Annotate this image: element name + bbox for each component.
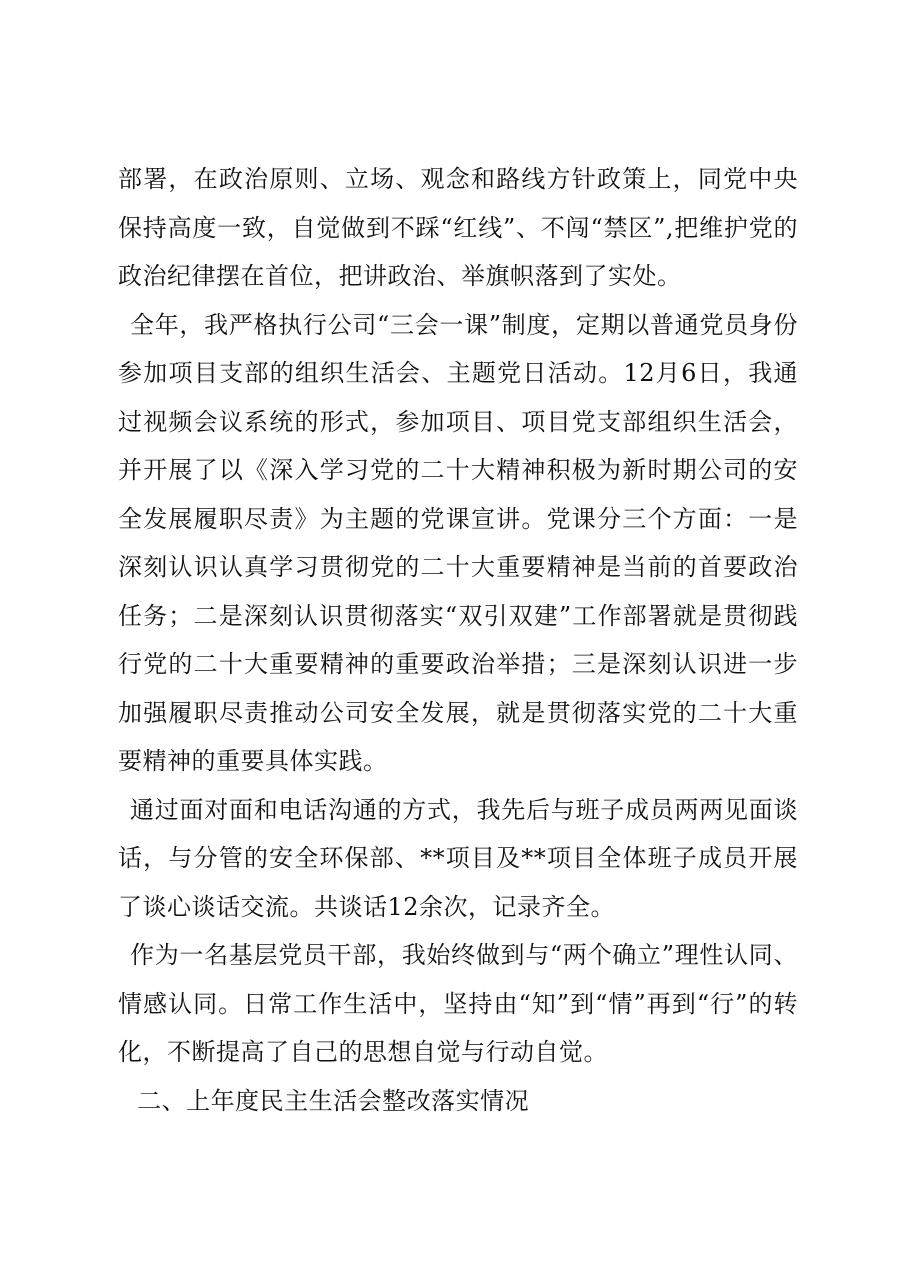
- paragraph-heart-to-heart-talks: 通过面对面和电话沟通的方式，我先后与班子成员两两见面谈话，与分管的安全环保部、**项目及**项目全体班子成员开展了谈心谈话交流。共谈话12余次，记录齐全。: [118, 795, 798, 921]
- section-heading: 二、上年度民主生活会整改落实情况: [137, 1086, 530, 1115]
- paragraph-party-lessons: 全年，我严格执行公司“三会一课”制度，定期以普通党员身份参加项目支部的组织生活会、主题党日活动。12月6日，我通过视频会议系统的形式，参加项目、项目党支部组织生活会，并开展了以《深入学习党的二十大精神积极为新时期公司的安全发展履职尽责》为主题的党课宣讲。党课分三个方面：一是深刻认识认真学习贯彻党的二十大重要精神是当前的首要政治任务；二是深刻认识贯彻落实“双引双建”工作部署就是贯彻践行党的二十大重要精神的重要政治举措；三是深刻认识进一步加强履职尽责推动公司安全发展，就是贯彻落实党的二十大重要精神的重要具体实践。: [118, 310, 798, 775]
- paragraph-two-establishments: 作为一名基层党员干部，我始终做到与“两个确立”理性认同、情感认同。日常工作生活中，坚持由“知”到“情”再到“行”的转化，不断提高了自己的思想自觉与行动自觉。: [118, 941, 798, 1066]
- paragraph-political-discipline: 部署，在政治原则、立场、观念和路线方针政策上，同党中央保持高度一致，自觉做到不踩“红线”、不闯“禁区”,把维护党的政治纪律摆在首位，把讲政治、举旗帜落到了实处。: [118, 165, 798, 290]
- document-body: [118, 155, 798, 1125]
